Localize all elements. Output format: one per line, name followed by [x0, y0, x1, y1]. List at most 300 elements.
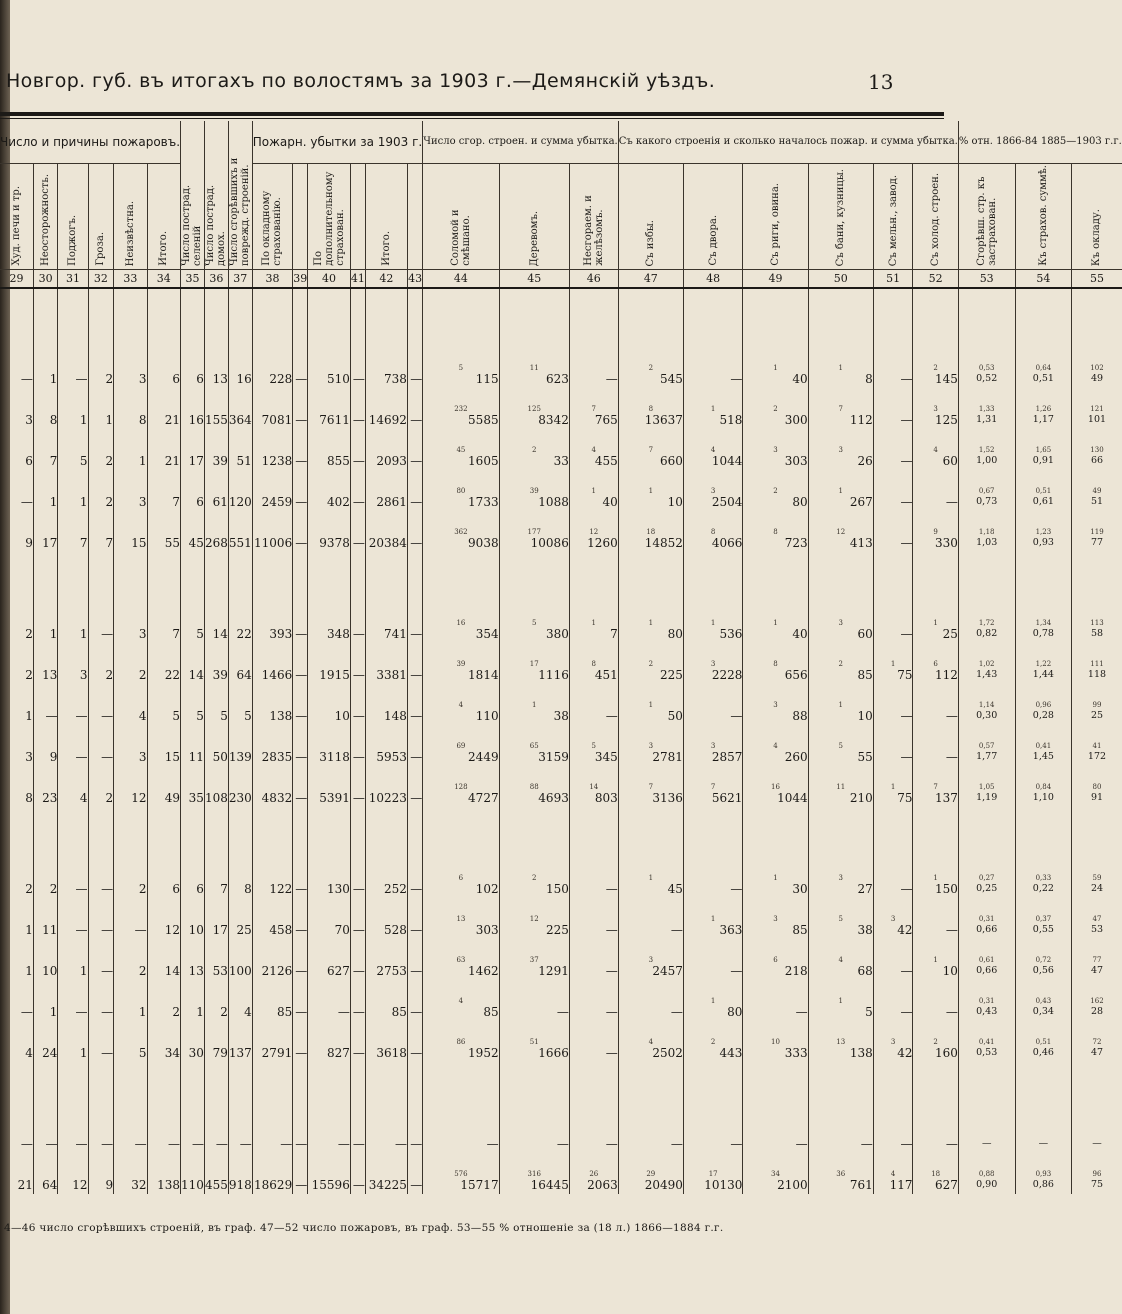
column-label-38: По окладному страхованію.	[252, 164, 292, 270]
table-cell	[204, 429, 228, 470]
table-cell	[569, 898, 618, 939]
cell-value: —	[730, 1137, 743, 1151]
table-cell	[147, 1021, 180, 1062]
cell-superscript: 0,33	[1035, 874, 1052, 882]
cell-value: 0,34	[1032, 1006, 1054, 1017]
table-cell	[293, 725, 308, 766]
cell-value: —	[410, 627, 423, 641]
cell-value: 20384	[368, 536, 407, 550]
cell-superscript: 39	[456, 660, 466, 668]
table-cell	[350, 898, 365, 939]
column-label-41	[350, 164, 365, 270]
cell-superscript: 39	[529, 487, 539, 495]
cell-value: 0,22	[1032, 883, 1054, 894]
table-cell	[88, 511, 114, 552]
table-cell	[58, 470, 88, 511]
cell-value: 53	[1090, 924, 1104, 935]
table-cell	[147, 939, 180, 980]
table-cell	[365, 643, 407, 684]
table-cell	[423, 429, 499, 470]
cell-superscript: 102	[1090, 364, 1104, 372]
cell-value: 2	[25, 882, 33, 896]
cell-value: 5621	[711, 791, 743, 805]
table-cell	[873, 602, 913, 643]
table-cell	[147, 857, 180, 898]
table-cell	[365, 388, 407, 429]
cell-value: —	[337, 1137, 350, 1151]
table-cell	[683, 643, 743, 684]
cell-superscript: 65	[529, 742, 539, 750]
cell-value: —	[75, 1005, 88, 1019]
cell-value: 49	[164, 791, 181, 805]
cell-value: 218	[784, 964, 808, 978]
cell-value: —	[352, 668, 365, 682]
table-cell	[0, 725, 33, 766]
group-origin: Съ какого строенія и сколько началось пожар. и сумма убытка.	[618, 121, 958, 164]
table-cell	[743, 347, 808, 388]
table-cell	[181, 470, 205, 511]
table-cell	[499, 898, 569, 939]
table-cell	[58, 725, 88, 766]
table-cell	[958, 511, 1015, 552]
cell-value: 1116	[538, 668, 569, 682]
table-cell	[293, 857, 308, 898]
table-cell	[1072, 602, 1122, 643]
column-number-32: 32	[88, 270, 114, 289]
cell-value: 1	[105, 413, 114, 427]
cell-value: 1	[49, 372, 58, 386]
cell-superscript: 2	[933, 364, 938, 372]
cell-value: 363	[719, 923, 743, 937]
table-cell	[808, 602, 873, 643]
table-cell	[0, 684, 33, 725]
table-cell	[114, 1153, 147, 1194]
table-cell	[958, 1153, 1015, 1194]
table-cell	[958, 980, 1015, 1021]
cell-value: 2781	[652, 750, 683, 764]
cell-value: 22	[236, 627, 252, 641]
cell-value: —	[900, 454, 913, 468]
cell-superscript: 1,72	[978, 619, 995, 627]
table-cell	[499, 602, 569, 643]
cell-superscript: 45	[456, 446, 466, 454]
cell-value: —	[101, 709, 114, 723]
cell-value: 68	[857, 964, 873, 978]
cell-superscript: 1	[531, 701, 537, 709]
cell-value: 61	[212, 495, 228, 509]
cell-value: 627	[326, 964, 350, 978]
cell-value: 45	[667, 882, 683, 896]
cell-value: 15	[164, 750, 181, 764]
cell-value: 918	[228, 1178, 252, 1192]
cell-value: 1915	[319, 668, 350, 682]
cell-superscript: 4	[458, 701, 464, 709]
cell-value: —	[730, 372, 743, 386]
cell-superscript: 3	[710, 660, 716, 668]
cell-value: 60	[942, 454, 958, 468]
column-label-50: Съ бани, кузницы.	[808, 164, 873, 270]
cell-superscript: 1	[710, 405, 716, 413]
cell-value: 1,10	[1032, 792, 1054, 803]
table-cell	[808, 1021, 873, 1062]
table-row	[0, 898, 1122, 939]
cell-superscript: 72	[1092, 1038, 1102, 1046]
cell-value: —	[295, 536, 308, 550]
cell-value: —	[295, 627, 308, 641]
table-cell	[88, 1112, 114, 1153]
cell-value: —	[215, 1137, 228, 1151]
table-cell	[308, 980, 351, 1021]
table-cell	[683, 684, 743, 725]
table-cell	[308, 602, 351, 643]
cell-value: 12	[72, 1178, 88, 1192]
table-cell	[683, 1112, 743, 1153]
cell-value: —	[101, 923, 114, 937]
table-cell	[204, 602, 228, 643]
cell-value: 354	[475, 627, 499, 641]
cell-value: 150	[934, 882, 958, 896]
table-cell	[252, 347, 292, 388]
cell-value: 5	[172, 709, 181, 723]
table-cell	[228, 898, 252, 939]
table-cell	[181, 643, 205, 684]
table-cell	[683, 602, 743, 643]
cell-value: —	[605, 964, 618, 978]
cell-value: —	[410, 454, 423, 468]
table-cell	[350, 1112, 365, 1153]
table-cell	[618, 939, 683, 980]
spacer-row	[0, 1062, 1122, 1112]
cell-value: 50	[667, 709, 683, 723]
table-cell	[407, 980, 422, 1021]
table-cell	[1015, 857, 1072, 898]
cell-superscript: 0,64	[1035, 364, 1052, 372]
table-cell	[58, 1112, 88, 1153]
cell-value: 451	[594, 668, 618, 682]
cell-superscript: 130	[1090, 446, 1104, 454]
col-settlements: Число пострад. селеній	[181, 121, 205, 270]
table-cell	[499, 980, 569, 1021]
table-cell	[683, 766, 743, 807]
cell-value: 88	[792, 709, 808, 723]
cell-value: 7	[105, 536, 114, 550]
table-cell	[958, 643, 1015, 684]
cell-superscript: 18	[931, 1170, 941, 1178]
cell-value: —	[101, 627, 114, 641]
table-cell	[365, 857, 407, 898]
cell-value: 458	[269, 923, 293, 937]
cell-value: 39	[212, 454, 228, 468]
cell-superscript: 18	[646, 528, 656, 536]
cell-value: 10	[942, 964, 958, 978]
cell-value: 1462	[468, 964, 499, 978]
cell-value: —	[352, 495, 365, 509]
cell-value: 0,52	[976, 373, 998, 384]
cell-value: 6	[25, 454, 33, 468]
cell-value: 38	[857, 923, 873, 937]
cell-superscript: 2	[773, 487, 778, 495]
column-label-47: Съ избы.	[618, 164, 683, 270]
table-cell	[365, 1021, 407, 1062]
table-cell	[407, 429, 422, 470]
cell-value: —	[730, 709, 743, 723]
table-cell	[618, 1112, 683, 1153]
cell-value: 2126	[261, 964, 293, 978]
table-cell	[365, 429, 407, 470]
table-cell	[181, 939, 205, 980]
table-cell	[958, 429, 1015, 470]
table-cell	[88, 643, 114, 684]
cell-superscript: 12	[529, 915, 539, 923]
table-cell	[913, 725, 958, 766]
cell-value: 1666	[538, 1046, 569, 1060]
table-cell	[147, 602, 180, 643]
cell-value: 1	[49, 495, 58, 509]
cell-value: 4727	[468, 791, 499, 805]
cell-superscript: 113	[1090, 619, 1104, 627]
spacer-row	[0, 807, 1122, 857]
cell-value: 13	[42, 668, 58, 682]
column-label-48: Съ двора.	[683, 164, 743, 270]
table-cell	[147, 470, 180, 511]
table-cell	[252, 1112, 292, 1153]
cell-superscript: 0,57	[978, 742, 995, 750]
cell-value: —	[900, 536, 913, 550]
table-cell	[228, 602, 252, 643]
cell-value: —	[410, 1137, 423, 1151]
table-cell	[228, 511, 252, 552]
table-cell	[147, 684, 180, 725]
table-cell	[181, 347, 205, 388]
table-cell	[1015, 388, 1072, 429]
cell-value: 24	[1090, 883, 1104, 894]
cell-superscript: 0,72	[1035, 956, 1052, 964]
cell-superscript: 2	[648, 364, 654, 372]
cell-value: 723	[784, 536, 808, 550]
cell-value: —	[75, 750, 88, 764]
column-number-30: 30	[33, 270, 58, 289]
table-cell	[808, 857, 873, 898]
cell-superscript: 6	[458, 874, 464, 882]
table-cell	[743, 1112, 808, 1153]
table-cell	[1015, 1112, 1072, 1153]
cell-value: 42	[897, 923, 913, 937]
table-cell	[350, 511, 365, 552]
cell-value: 16445	[530, 1178, 569, 1192]
col-burned: Число сгорѣвшихъ и поврежд. строеній.	[228, 121, 252, 270]
cell-value: 510	[326, 372, 350, 386]
cell-superscript: 119	[1090, 528, 1104, 536]
cell-value: 27	[857, 882, 873, 896]
cell-superscript: 2	[710, 1038, 716, 1046]
table-cell	[204, 643, 228, 684]
cell-superscript: 11	[529, 364, 539, 372]
table-cell	[407, 766, 422, 807]
table-cell	[618, 602, 683, 643]
cell-superscript: 1	[773, 874, 778, 882]
table-cell	[228, 725, 252, 766]
cell-value: 21	[164, 413, 181, 427]
table-cell	[913, 980, 958, 1021]
column-label-45: Деревомъ.	[499, 164, 569, 270]
cell-value: —	[295, 964, 308, 978]
table-cell	[1015, 1021, 1072, 1062]
table-cell	[0, 429, 33, 470]
table-cell	[683, 347, 743, 388]
table-cell	[252, 1153, 292, 1194]
cell-value: —	[239, 1137, 252, 1151]
table-cell	[423, 857, 499, 898]
table-cell	[808, 470, 873, 511]
cell-value: 85	[857, 668, 873, 682]
cell-value: 0,51	[1032, 373, 1054, 384]
table-cell	[293, 643, 308, 684]
cell-value: 30	[792, 882, 808, 896]
cell-superscript: 17	[529, 660, 539, 668]
cell-value: 2449	[468, 750, 499, 764]
cell-value: 85	[792, 923, 808, 937]
table-cell	[1015, 470, 1072, 511]
cell-value: —	[295, 495, 308, 509]
table-cell	[228, 1112, 252, 1153]
table-cell	[808, 1112, 873, 1153]
cell-value: 6	[172, 882, 181, 896]
table-cell	[114, 347, 147, 388]
cell-value: 660	[660, 454, 683, 468]
cell-superscript: 5	[591, 742, 597, 750]
table-cell	[618, 347, 683, 388]
cell-value: 40	[792, 627, 808, 641]
cell-value: 7	[610, 627, 618, 641]
cell-value: 741	[384, 627, 407, 641]
table-cell	[293, 1021, 308, 1062]
cell-value: 0,28	[1032, 710, 1054, 721]
cell-value: 2	[25, 668, 33, 682]
table-cell	[308, 388, 351, 429]
cell-value: 545	[660, 372, 683, 386]
cell-superscript: 14	[589, 783, 599, 791]
cell-value: —	[900, 495, 913, 509]
table-cell	[33, 347, 58, 388]
cell-value: 252	[384, 882, 407, 896]
cell-value: 172	[1087, 751, 1107, 762]
table-cell	[114, 684, 147, 725]
cell-value: 13	[212, 372, 228, 386]
cell-value: 1814	[468, 668, 499, 682]
cell-value: 1733	[468, 495, 499, 509]
table-cell	[683, 388, 743, 429]
cell-value: 47	[1090, 1047, 1104, 1058]
table-row	[0, 602, 1122, 643]
table-cell	[181, 857, 205, 898]
cell-superscript: 0,61	[978, 956, 995, 964]
cell-value: 3136	[652, 791, 683, 805]
cell-superscript: 36	[836, 1170, 846, 1178]
table-cell	[114, 470, 147, 511]
table-cell	[204, 1112, 228, 1153]
cell-superscript: 29	[646, 1170, 656, 1178]
column-label-39	[293, 164, 308, 270]
table-cell	[204, 347, 228, 388]
table-cell	[181, 1112, 205, 1153]
table-cell	[114, 1021, 147, 1062]
cell-value: 0,66	[976, 924, 998, 935]
cell-value: 5	[79, 454, 88, 468]
cell-value: 3381	[376, 668, 407, 682]
table-cell	[58, 939, 88, 980]
table-cell	[569, 347, 618, 388]
table-row	[0, 939, 1122, 980]
table-cell	[1072, 388, 1122, 429]
table-cell	[913, 766, 958, 807]
cell-value: 1	[79, 1046, 88, 1060]
cell-value: 1466	[261, 668, 293, 682]
footnote: 4—46 число сгорѣвшихъ строеній, въ граф. 47—52 число пожаровъ, въ граф. 53—55 % отношеніе за (18 л.) 1866—1884 г.г.	[4, 1222, 724, 1234]
cell-value: —	[295, 1046, 308, 1060]
table-cell	[308, 643, 351, 684]
cell-value: 761	[849, 1178, 873, 1192]
table-cell	[958, 388, 1015, 429]
table-cell	[499, 470, 569, 511]
table-cell	[407, 347, 422, 388]
cell-value: 26	[857, 454, 873, 468]
table-cell	[204, 388, 228, 429]
cell-value: 77	[1090, 537, 1104, 548]
table-cell	[58, 511, 88, 552]
cell-value: —	[605, 1046, 618, 1060]
table-cell	[423, 980, 499, 1021]
column-number-31: 31	[58, 270, 88, 289]
table-cell	[88, 725, 114, 766]
table-cell	[33, 980, 58, 1021]
cell-value: 42	[897, 1046, 913, 1060]
cell-superscript: 13	[456, 915, 466, 923]
table-cell	[808, 347, 873, 388]
cell-value: 1	[79, 627, 88, 641]
cell-value: —	[410, 1046, 423, 1060]
table-cell	[743, 857, 808, 898]
table-cell	[114, 725, 147, 766]
cell-value: 536	[719, 627, 743, 641]
cell-value: 348	[326, 627, 350, 641]
table-cell	[407, 857, 422, 898]
table-cell	[58, 602, 88, 643]
table-cell	[58, 980, 88, 1021]
table-cell	[308, 1112, 351, 1153]
cell-value: —	[75, 372, 88, 386]
table-cell	[873, 388, 913, 429]
cell-value: 0,78	[1032, 628, 1054, 639]
table-cell	[913, 511, 958, 552]
cell-value: 4	[138, 709, 147, 723]
cell-value: 0,53	[976, 1047, 998, 1058]
cell-value: 5	[244, 709, 252, 723]
table-cell	[618, 857, 683, 898]
table-cell	[204, 1153, 228, 1194]
cell-superscript: 1	[773, 619, 778, 627]
table-cell	[252, 766, 292, 807]
table-cell	[683, 1021, 743, 1062]
cell-value: —	[295, 750, 308, 764]
cell-superscript: 11	[836, 783, 846, 791]
table-cell	[569, 857, 618, 898]
cell-value: 13637	[644, 413, 683, 427]
table-cell	[0, 1153, 33, 1194]
cell-superscript: 111	[1090, 660, 1104, 668]
cell-value: 139	[228, 750, 252, 764]
cell-value: 130	[326, 882, 350, 896]
table-cell	[228, 388, 252, 429]
